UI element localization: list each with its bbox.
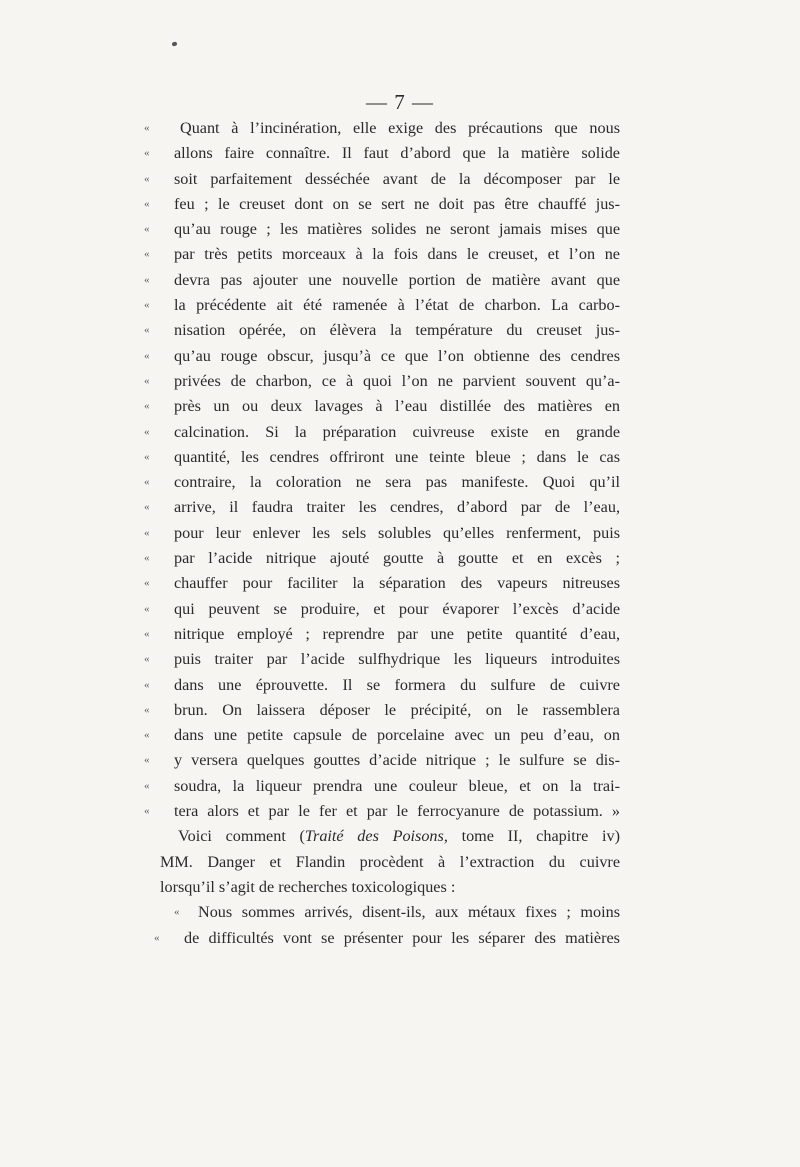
text-line xyxy=(144,293,620,318)
text-run: y versera quelques gouttes d’acide nitrique ; le sulfure se dis- xyxy=(174,751,620,770)
page-number: — 7 — xyxy=(366,90,434,114)
text-run: par l’acide nitrique ajouté goutte à goutte et en excès ; xyxy=(174,549,620,568)
quote-mark: « xyxy=(174,906,180,919)
quote-mark: « xyxy=(144,273,150,286)
text-run: Nous sommes arrivés, disent-ils, aux métaux fixes ; moins xyxy=(198,903,620,922)
quote-mark: « xyxy=(144,678,150,691)
text-line xyxy=(144,470,620,495)
text-line xyxy=(144,116,620,141)
text-line xyxy=(150,926,620,951)
quote-mark: « xyxy=(144,526,150,539)
quote-mark: « xyxy=(144,703,150,716)
text-run: nitrique employé ; reprendre par une petite quantité d’eau, xyxy=(174,624,620,643)
quote-mark: « xyxy=(144,779,150,792)
quote-mark: « xyxy=(144,248,150,261)
quote-mark: « xyxy=(144,299,150,312)
text-run: soudra, la liqueur prendra une couleur bleue, et on la trai- xyxy=(174,776,620,795)
book-title: Traité des Poisons xyxy=(304,827,444,846)
text-line xyxy=(144,242,620,267)
text-line xyxy=(144,571,620,596)
text-line xyxy=(144,192,620,217)
quote-mark: « xyxy=(144,805,150,818)
text-run: Voici comment ( xyxy=(178,827,305,846)
text-line xyxy=(144,673,620,698)
text-line xyxy=(144,748,620,773)
text-run: nisation opérée, on élèvera la température du creuset jus- xyxy=(174,321,620,340)
text-line xyxy=(150,850,620,875)
quote-mark: « xyxy=(144,754,150,767)
text-run: qu’au rouge obscur, jusqu’à ce que l’on obtienne des cendres xyxy=(174,346,620,365)
text-line xyxy=(150,824,620,849)
text-line xyxy=(144,774,620,799)
text-line xyxy=(144,167,620,192)
quote-mark: « xyxy=(144,450,150,463)
text-run: brun. On laissera déposer le précipité, on le rassemblera xyxy=(174,700,620,719)
text-line xyxy=(150,900,620,925)
text-run: puis traiter par l’acide sulfhydrique les liqueurs introduites xyxy=(174,650,620,669)
text-run: devra pas ajouter une nouvelle portion de matière avant que xyxy=(174,270,620,289)
text-run: de difficultés vont se présenter pour les séparer des matières xyxy=(184,928,620,947)
quote-mark: « xyxy=(154,931,160,944)
text-line xyxy=(144,723,620,748)
quote-mark: « xyxy=(144,349,150,362)
quote-mark: « xyxy=(144,627,150,640)
text-line xyxy=(144,318,620,343)
quote-mark: « xyxy=(144,729,150,742)
citation-paragraph xyxy=(150,824,620,900)
text-line xyxy=(144,495,620,520)
page-body xyxy=(144,116,620,951)
text-line xyxy=(144,420,620,445)
text-line xyxy=(144,799,620,824)
text-run: feu ; le creuset dont on se sert ne doit pas être chauffé jus- xyxy=(174,194,620,213)
quote-mark: « xyxy=(144,374,150,387)
text-run: dans une petite capsule de porcelaine avec un peu d’eau, on xyxy=(174,726,620,745)
quote-mark: « xyxy=(144,197,150,210)
quote-mark: « xyxy=(144,577,150,590)
text-run: dans une éprouvette. Il se formera du sulfure de cuivre xyxy=(174,675,620,694)
text-run: calcination. Si la préparation cuivreuse existe en grande xyxy=(174,422,620,441)
text-run: , tome II, chapitre iv) xyxy=(443,827,620,846)
quote-mark: « xyxy=(144,147,150,160)
text-run: pour leur enlever les sels solubles qu’elles renferment, puis xyxy=(174,523,620,542)
quote-mark: « xyxy=(144,552,150,565)
text-run: contraire, la coloration ne sera pas manifeste. Quoi qu’il xyxy=(174,473,620,492)
ink-speck xyxy=(171,41,177,46)
text-run: Quant à l’incinération, elle exige des précautions que nous xyxy=(180,119,620,137)
text-run: arrive, il faudra traiter les cendres, d’abord par de l’eau, xyxy=(174,498,620,517)
text-run: privées de charbon, ce à quoi l’on ne parvient souvent qu’a- xyxy=(174,371,620,390)
text-run: quantité, les cendres offriront une teinte bleue ; dans le cas xyxy=(174,447,620,466)
quote-mark: « xyxy=(144,653,150,666)
quote-mark: « xyxy=(144,425,150,438)
quote-mark: « xyxy=(144,324,150,337)
text-line xyxy=(144,546,620,571)
quote-mark: « xyxy=(144,602,150,615)
text-line xyxy=(144,698,620,723)
text-run: lorsqu’il s’agit de recherches toxicologiques : xyxy=(160,877,456,896)
text-line xyxy=(144,622,620,647)
quote-mark: « xyxy=(144,476,150,489)
quoted-paragraph xyxy=(144,116,620,824)
text-run: chauffer pour faciliter la séparation des vapeurs nitreuses xyxy=(174,574,620,593)
text-line xyxy=(144,597,620,622)
text-line xyxy=(144,344,620,369)
text-run: la précédente ait été ramenée à l’état de charbon. La carbo- xyxy=(174,296,620,315)
text-run: tera alors et par le fer et par le ferrocyanure de potassium. » xyxy=(174,802,620,821)
text-line xyxy=(144,217,620,242)
text-line xyxy=(150,875,620,900)
text-line xyxy=(144,369,620,394)
quote-mark: « xyxy=(144,400,150,413)
text-run: allons faire connaître. Il faut d’abord que la matière solide xyxy=(174,144,620,163)
text-line xyxy=(144,394,620,419)
text-run: près un ou deux lavages à l’eau distillée des matières en xyxy=(174,397,620,416)
quote-mark: « xyxy=(144,172,150,185)
text-line xyxy=(144,647,620,672)
text-line xyxy=(144,141,620,166)
text-line xyxy=(144,521,620,546)
text-line xyxy=(144,445,620,470)
text-run: qu’au rouge ; les matières solides ne seront jamais mises que xyxy=(174,220,620,239)
text-run: qui peuvent se produire, et pour évaporer l’excès d’acide xyxy=(174,599,620,618)
quote-mark: « xyxy=(144,122,150,134)
quoted-paragraph xyxy=(150,900,620,951)
text-run: par très petits morceaux à la fois dans le creuset, et l’on ne xyxy=(174,245,620,264)
quote-mark: « xyxy=(144,223,150,236)
text-line xyxy=(144,268,620,293)
text-run: soit parfaitement desséchée avant de la décomposer par le xyxy=(174,169,620,188)
quote-mark: « xyxy=(144,501,150,514)
text-run: MM. Danger et Flandin procèdent à l’extraction du cuivre xyxy=(160,852,620,871)
